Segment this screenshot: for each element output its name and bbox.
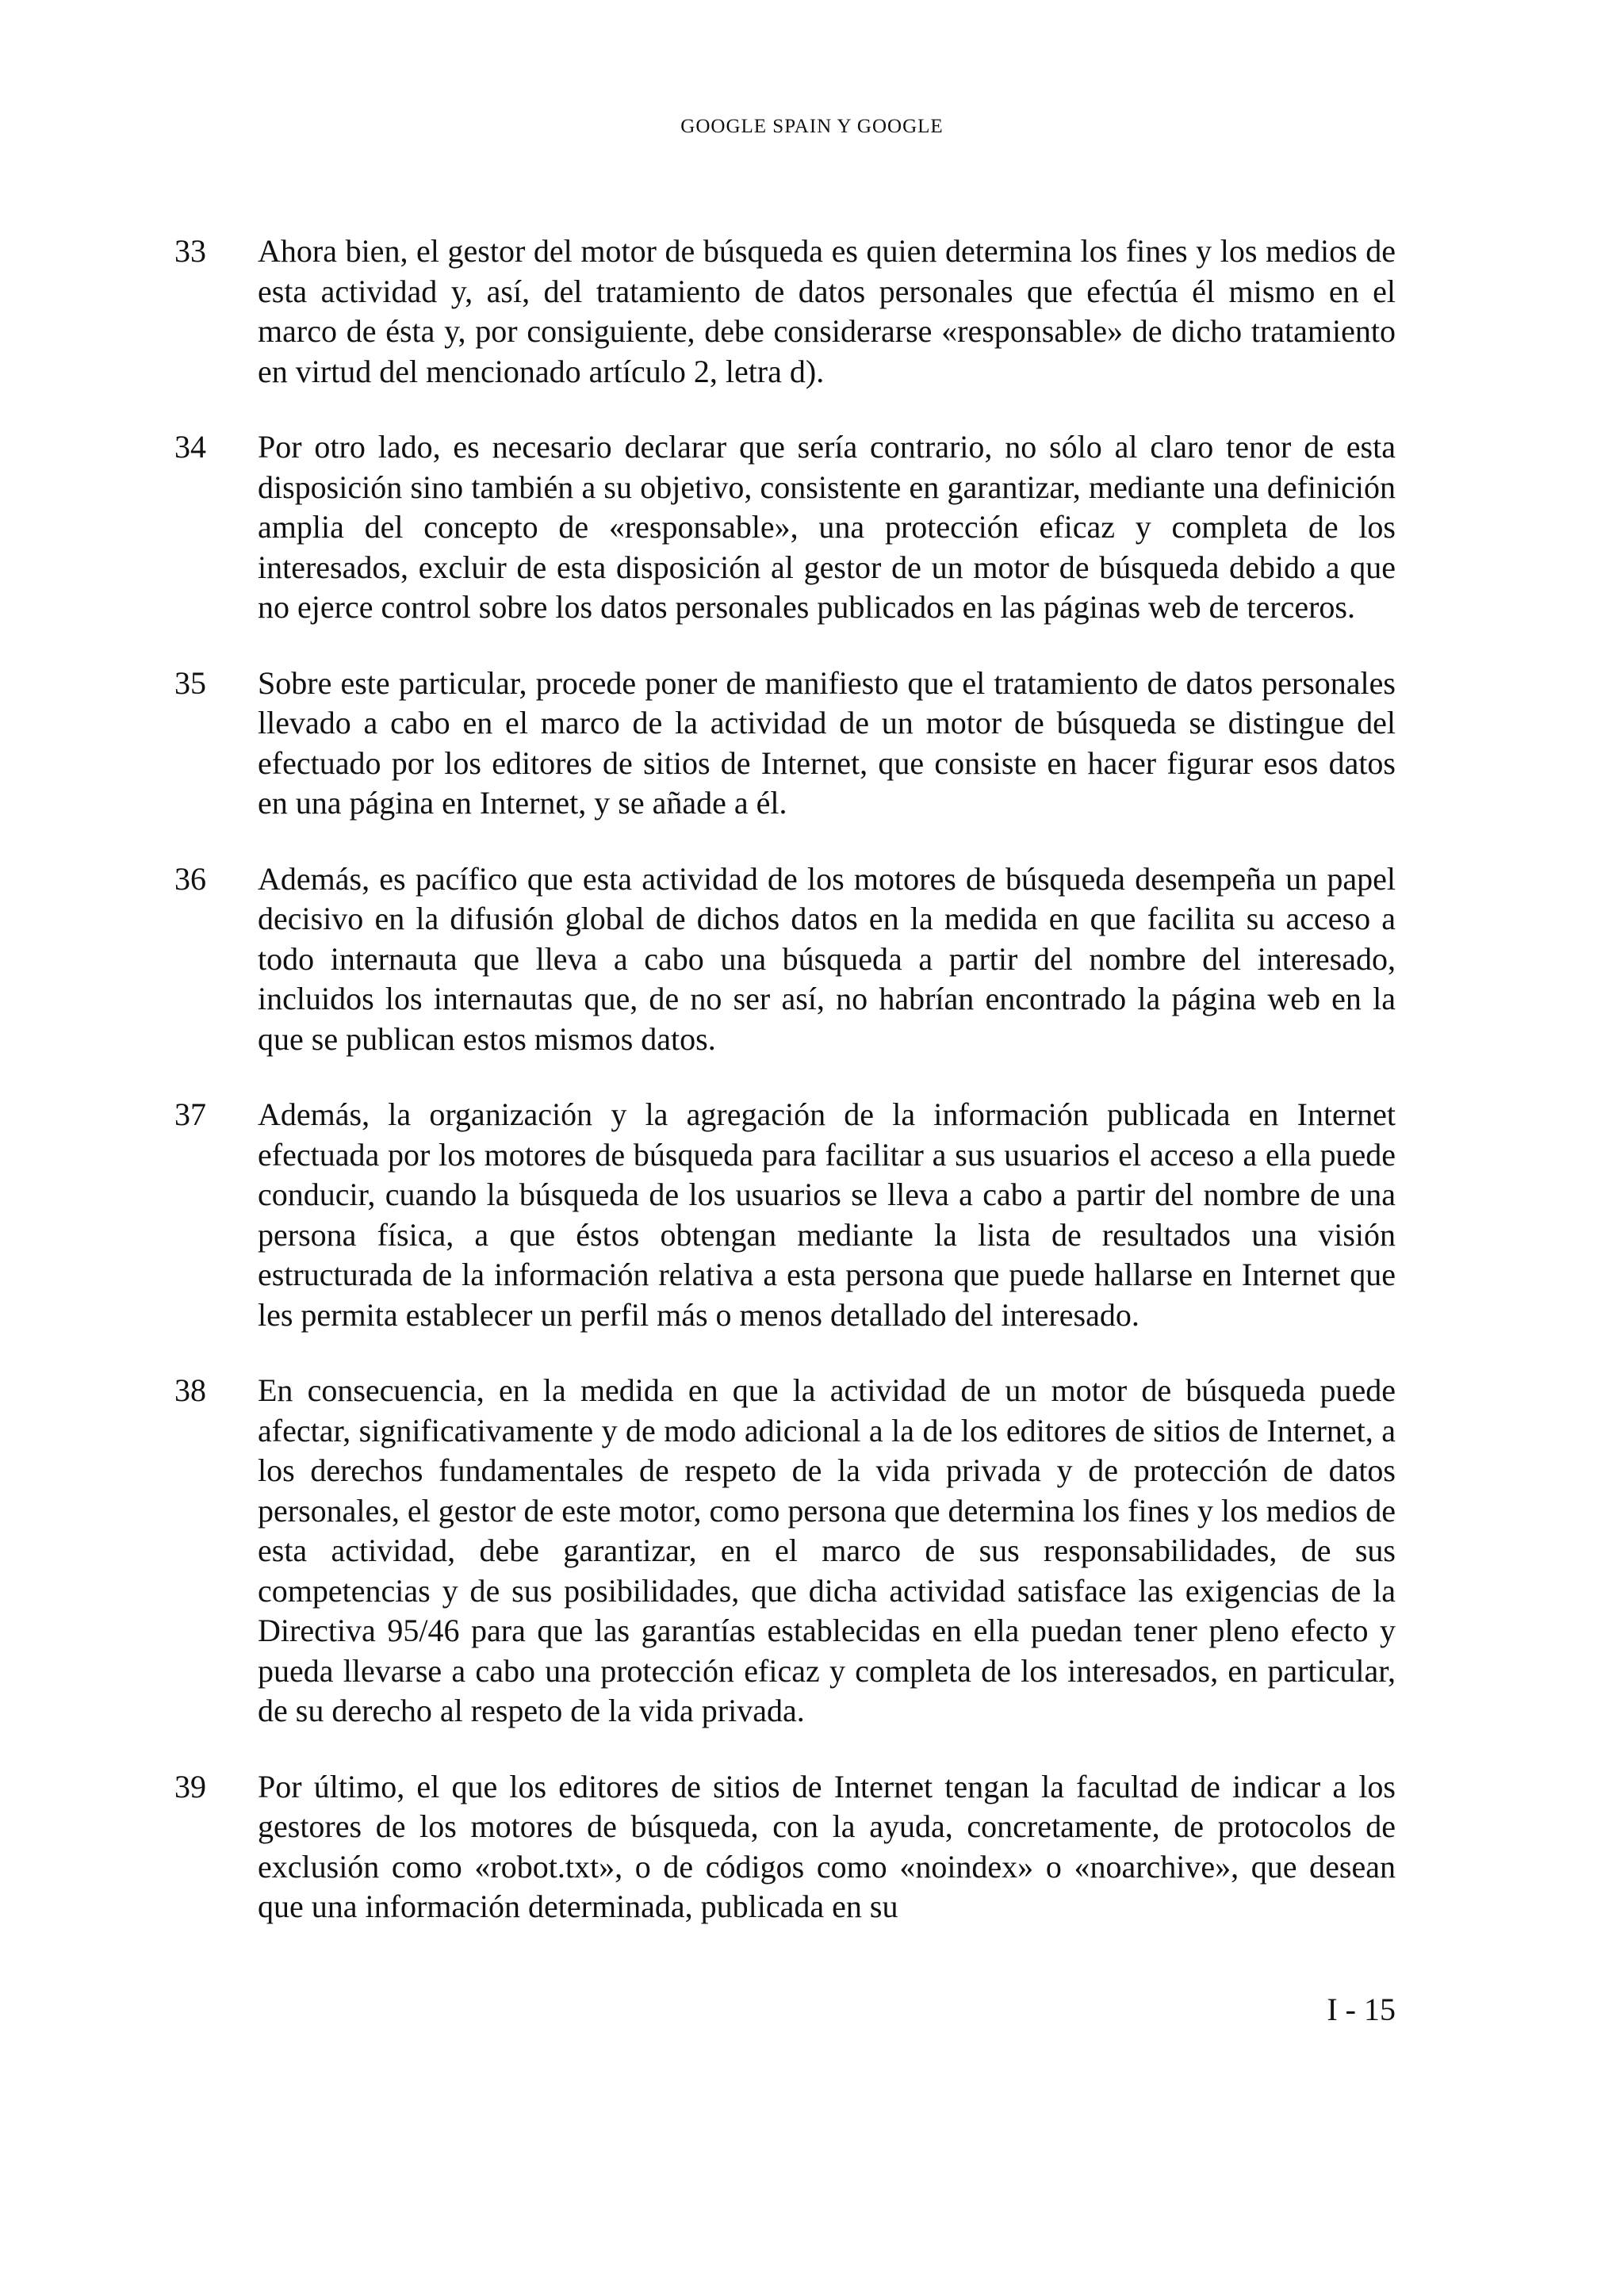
paragraph-text: Además, es pacífico que esta actividad de los motores de búsqueda desempeña un papel decisivo en la difusión global de dichos datos en la medida en que facilita su acceso a todo internauta que lleva a cabo una búsqueda a partir del nombre del interesado, incluidos los internautas que, de no ser así, no habrían encontrado la página web en la que se publican estos mismos datos.	[258, 860, 1396, 1057]
paragraph-35	[174, 664, 1396, 824]
paragraph-text: Por otro lado, es necesario declarar que sería contrario, no sólo al claro tenor de esta disposición sino también a su objetivo, consistente en garantizar, mediante una definición amplia del concepto de «responsable», una protección eficaz y completa de los interesados, excluir de esta disposición al gestor de un motor de búsqueda debido a que no ejerce control sobre los datos personales publicados en las páginas web de terceros.	[258, 429, 1396, 625]
paragraph-number: 35	[174, 664, 206, 701]
paragraph-number: 38	[174, 1372, 206, 1408]
paragraph-33	[174, 232, 1396, 392]
paragraph-text: Sobre este particular, procede poner de manifiesto que el tratamiento de datos personales llevado a cabo en el marco de la actividad de un motor de búsqueda se distingue del efectuado por los editores de sitios de Internet, que consiste en hacer figurar esos datos en una página en Internet, y se añade a él.	[258, 664, 1396, 821]
paragraph-number: 36	[174, 860, 206, 897]
paragraph-38	[174, 1371, 1396, 1732]
running-header: GOOGLE SPAIN Y GOOGLE	[680, 116, 944, 137]
page-number: I - 15	[1327, 1992, 1396, 2027]
paragraph-number: 33	[174, 233, 206, 269]
paragraph-text: Además, la organización y la agregación de la información publicada en Internet efectuada por los motores de búsqueda para facilitar a sus usuarios el acceso a ella puede conducir, cuando la búsqueda de los usuarios se lleva a cabo a partir del nombre de una persona física, a que éstos obtengan mediante la lista de resultados una visión estructurada de la información relativa a esta persona que puede hallarse en Internet que les permita establecer un perfil más o menos detallado del interesado.	[258, 1096, 1396, 1333]
document-body	[174, 232, 1396, 1963]
paragraph-number: 34	[174, 429, 206, 465]
paragraph-36	[174, 859, 1396, 1060]
paragraph-number: 37	[174, 1096, 206, 1132]
paragraph-number: 39	[174, 1768, 206, 1804]
paragraph-text: En consecuencia, en la medida en que la actividad de un motor de búsqueda puede afectar, significativamente y de modo adicional a la de los editores de sitios de Internet, a los derechos fundamentales de respeto de la vida privada y de protección de datos personales, el gestor de este motor, como persona que determina los fines y los medios de esta actividad, debe garantizar, en el marco de sus responsabilidades, de sus competencias y de sus posibilidades, que dicha actividad satisface las exigencias de la Directiva 95/46 para que las garantías establecidas en ella puedan tener pleno efecto y pueda llevarse a cabo una protección eficaz y completa de los interesados, en particular, de su derecho al respeto de la vida privada.	[258, 1372, 1396, 1728]
paragraph-text: Por último, el que los editores de sitios de Internet tengan la facultad de indicar a los gestores de los motores de búsqueda, con la ayuda, concretamente, de protocolos de exclusión como «robot.txt», o de códigos como «noindex» o «noarchive», que desean que una información determinada, publicada en su	[258, 1768, 1396, 1924]
paragraph-37	[174, 1095, 1396, 1335]
paragraph-39	[174, 1767, 1396, 1927]
paragraph-text: Ahora bien, el gestor del motor de búsqueda es quien determina los fines y los medios de esta actividad y, así, del tratamiento de datos personales que efectúa él mismo en el marco de ésta y, por consiguiente, debe considerarse «responsable» de dicho tratamiento en virtud del mencionado artículo 2, letra d).	[258, 233, 1396, 389]
paragraph-34	[174, 427, 1396, 628]
